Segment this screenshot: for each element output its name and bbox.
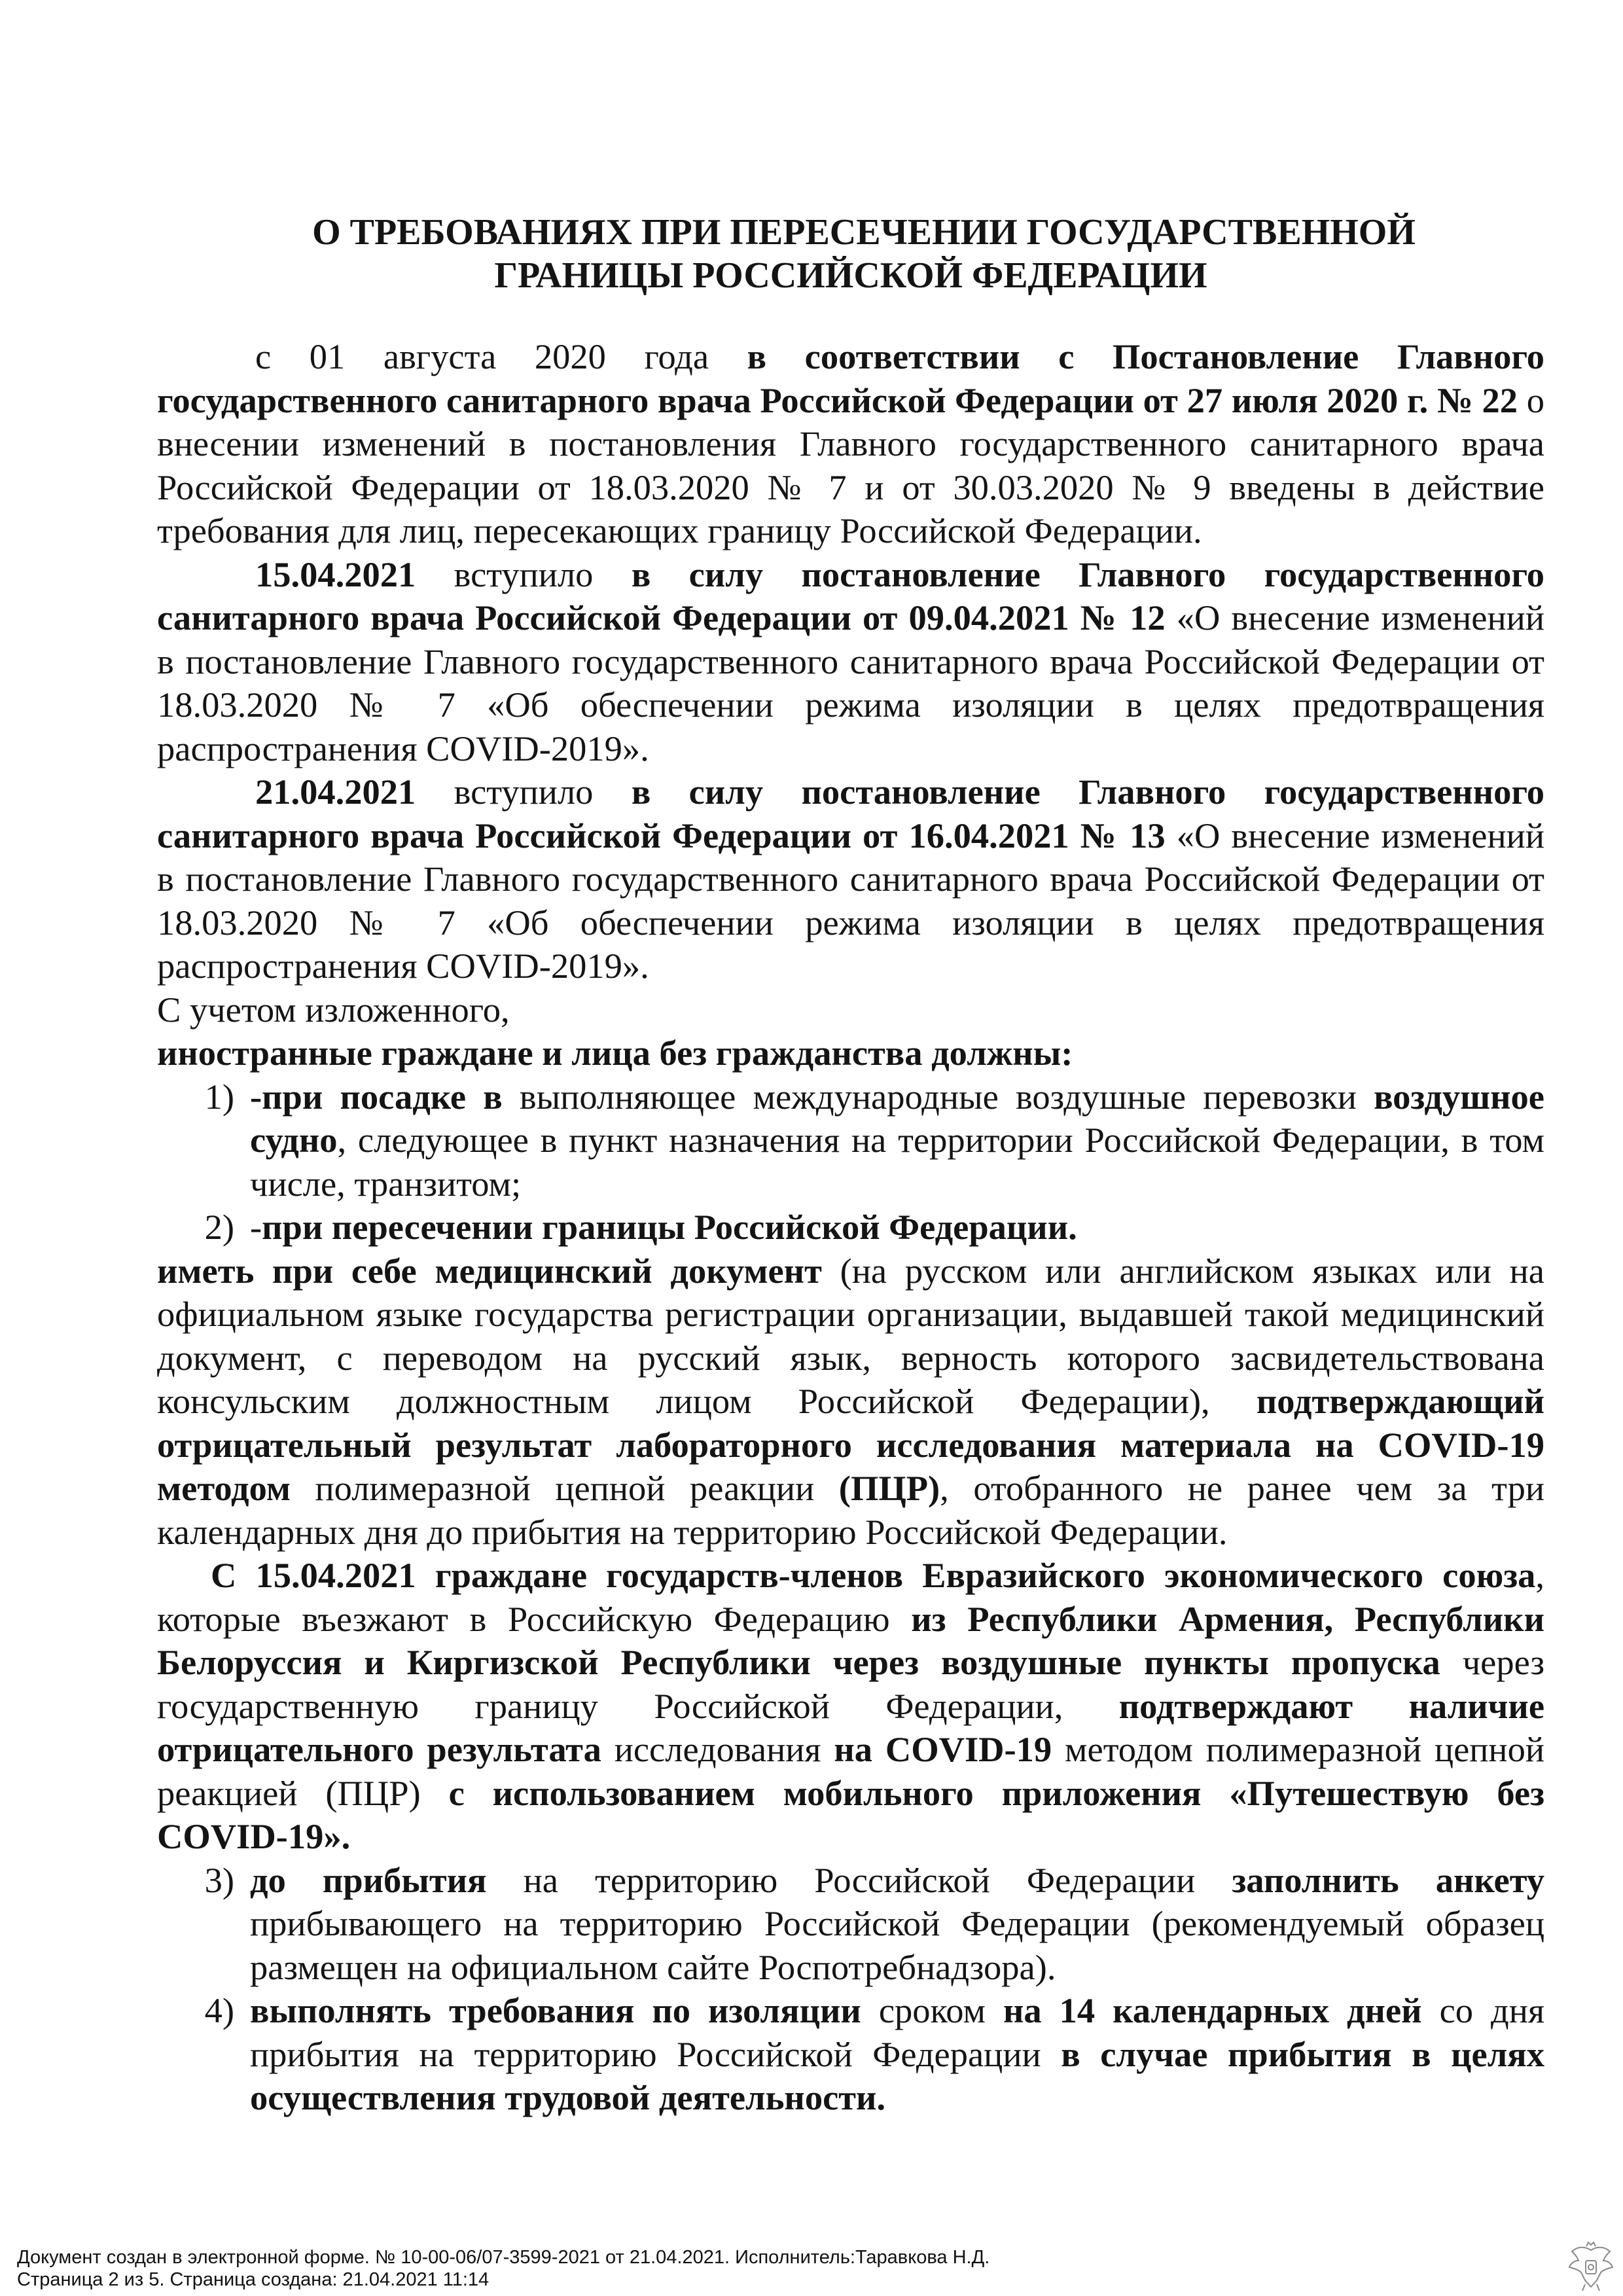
title-line-2: ГРАНИЦЫ РОССИЙСКОЙ ФЕДЕРАЦИИ	[494, 255, 1207, 296]
list-number: 3)	[204, 1859, 234, 1900]
footer-page-info: Страница 2 из 5. Страница создана: 21.04.2021 11:14	[17, 2269, 490, 2290]
list-item-text: выполнять требования по изоляции сроком на 14 календарных дней со дня прибытия на территорию Российской Федерации в случае прибытия в целях осуществления трудовой деятельности.	[250, 1990, 1545, 2117]
document-body	[157, 335, 1544, 2120]
list-number: 1)	[204, 1076, 234, 1117]
list-item-1	[157, 1075, 1544, 1206]
list-item-2	[157, 1206, 1544, 1249]
list-item-text: -при пересечении границы Российской Федерации.	[250, 1207, 1077, 1247]
paragraph-august-2020: с 01 августа 2020 года в соответствии с Постановление Главного государственного санитарного врача Российской Федерации от 27 июля 2020 г. № 22 о внесении изменений в постановления Главного государственного санитарного врача Российской Федерации от 18.03.2020 № 7 и от 30.03.2020 № 9 введены в действие требования для лиц, пересекающих границу Российской Федерации.	[157, 336, 1544, 550]
paragraph-21-04-2021: 21.04.2021 вступило в силу постановление Главного государственного санитарного врача Российской Федерации от 16.04.2021 № 13 «О внесение изменений в постановление Главного государственного санитарного врача Российской Федерации от 18.03.2020 № 7 «Об обеспечении режима изоляции в целях предотвращения распространения COVID-2019».	[157, 772, 1545, 986]
list-item-text: до прибытия на территорию Российской Федерации заполнить анкету прибывающего на территорию Российской Федерации (рекомендуемый образец размещен на официальном сайте Роспотребнадзора).	[250, 1859, 1544, 1987]
list-item-text: -при посадке в выполняющее международные воздушные перевозки воздушное судно, следующее в пункт назначения на территории Российской Федерации, в том числе, транзитом;	[250, 1076, 1544, 1204]
paragraph-eaeu-citizens: С 15.04.2021 граждане государств-членов Евразийского экономического союза, которые въезжают в Российскую Федерацию из Республики Армения, Республики Белоруссия и Киргизской Республики через воздушные пункты пропуска через государственную границу Российской Федерации, подтверждают наличие отрицательного результата исследования на COVID-19 методом полимеразной цепной реакцией (ПЦР) с использованием мобильного приложения «Путешествую без COVID-19».	[157, 1555, 1545, 1856]
paragraph-foreigners-must: иностранные граждане и лица без гражданства должны:	[157, 1033, 1073, 1073]
document-footer	[17, 2246, 1509, 2291]
document-title	[157, 211, 1544, 297]
footer-document-info: Документ создан в электронной форме. № 10-00-06/07-3599-2021 от 21.04.2021. Исполнитель:Таравкова Н.Д.	[17, 2247, 990, 2268]
title-line-1: О ТРЕБОВАНИЯХ ПРИ ПЕРЕСЕЧЕНИИ ГОСУДАРСТВЕННОЙ	[312, 212, 1416, 253]
paragraph-considering: С учетом изложенного,	[157, 989, 510, 1030]
paragraph-15-04-2021: 15.04.2021 вступило в силу постановление Главного государственного санитарного врача Российской Федерации от 09.04.2021 № 12 «О внесение изменений в постановление Главного государственного санитарного врача Российской Федерации от 18.03.2020 № 7 «Об обеспечении режима изоляции в целях предотвращения распространения COVID-2019».	[157, 554, 1545, 768]
paragraph-medical-document: иметь при себе медицинский документ (на русском или английском языках или на официальном языке государства регистрации организации, выдавшей такой медицинский документ, с переводом на русский язык, верность которого засвидетельствована консульским должностным лицом Российской Федерации), подтверждающий отрицательный результат лабораторного исследования материала на COVID-19 методом полимеразной цепной реакции (ПЦР), отобранного не ранее чем за три календарных дня до прибытия на территорию Российской Федерации.	[157, 1250, 1545, 1552]
coat-of-arms-icon	[1565, 2241, 1616, 2293]
list-item-3	[157, 1859, 1544, 1990]
list-number: 2)	[204, 1207, 234, 1247]
list-number: 4)	[204, 1990, 234, 2030]
list-item-4	[157, 1989, 1544, 2120]
